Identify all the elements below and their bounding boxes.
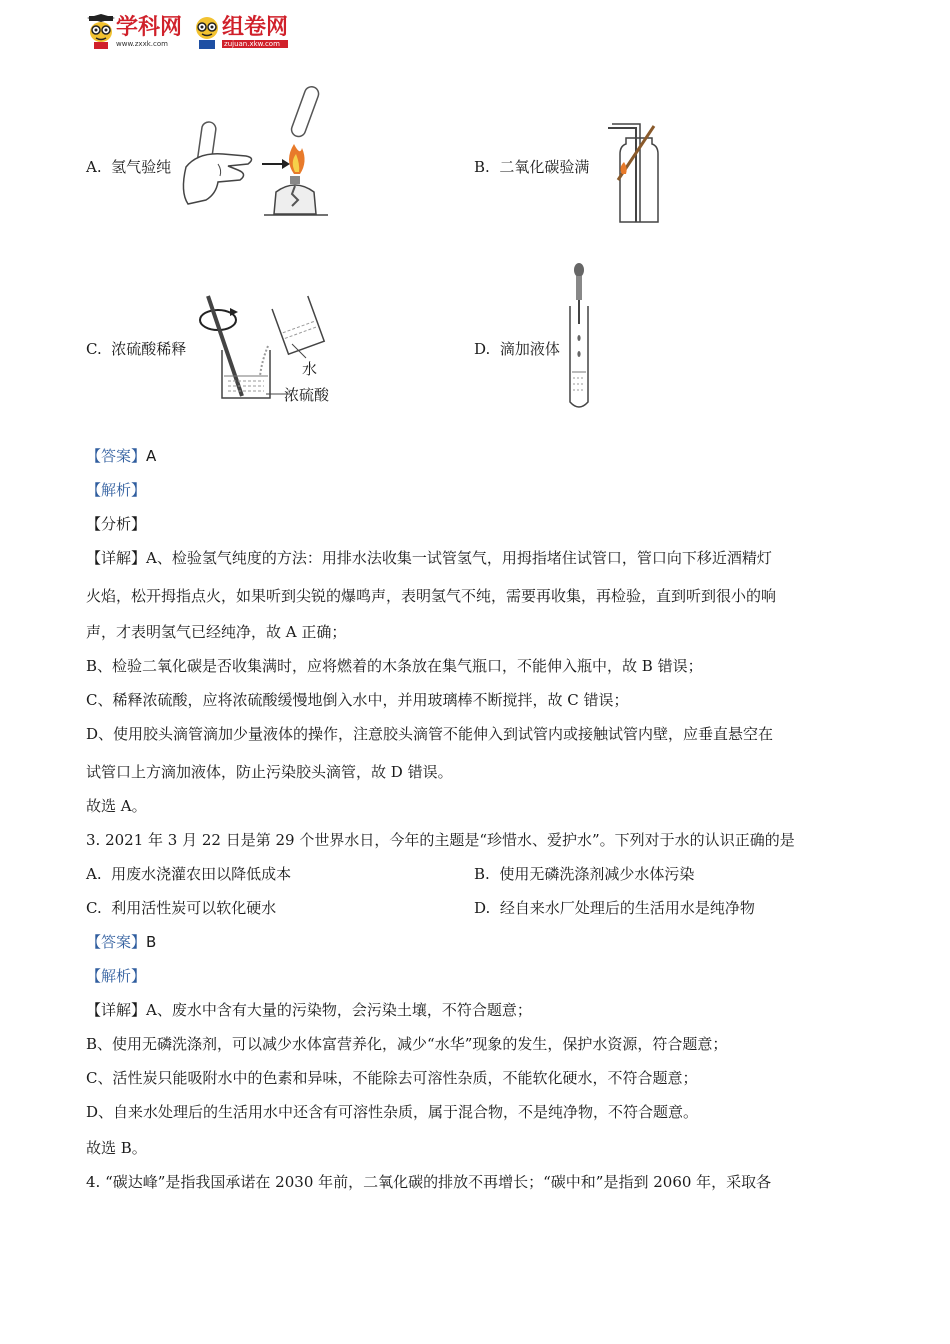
q2-detail-line-1: 【详解】A、检验氢气纯度的方法：用排水法收集一试管氢气，用拇指堵住试管口，管口向下移近酒精灯 <box>86 549 772 567</box>
q2-option-c-text: 浓硫酸稀释 <box>111 340 187 358</box>
q3-answer: 【答案】B <box>86 933 157 951</box>
q3-detail-line-3: C、活性炭只能吸附水中的色素和异味，不能除去可溶性杂质，不能软化硬水，不符合题意； <box>86 1069 698 1087</box>
q2-option-d: D. 滴加液体 <box>474 340 560 358</box>
figure-co2-collection-check <box>608 120 668 224</box>
logo-xuekewang <box>86 14 182 50</box>
q3-detail-line-4: D、自来水处理后的生活用水中还含有可溶性杂质，属于混合物，不是纯净物，不符合题意。 <box>86 1103 699 1121</box>
fig-label-water: 水 <box>302 360 318 378</box>
q3-option-d: D. 经自来水厂处理后的生活用水是纯净物 <box>474 899 755 917</box>
q2-answer: 【答案】A <box>86 447 157 465</box>
q2-analysis-tag: 【解析】 <box>86 481 147 499</box>
q3-detail-line-1: 【详解】A、废水中含有大量的污染物，会污染土壤，不符合题意； <box>86 1001 532 1019</box>
q3-option-b: B. 使用无磷洗涤剂减少水体污染 <box>474 865 695 883</box>
q2-conclusion: 故选 A。 <box>86 797 147 815</box>
q2-detail-line-7: 试管口上方滴加液体，防止污染胶头滴管，故 D 错误。 <box>86 763 453 781</box>
q2-detail-line-3: 声，才表明氢气已经纯净，故 A 正确； <box>86 623 347 641</box>
q2-option-c: C. 浓硫酸稀释 <box>86 340 187 358</box>
q3-option-a: A. 用废水浇灌农田以降低成本 <box>86 865 292 883</box>
q2-detail-line-6: D、使用胶头滴管滴加少量液体的操作，注意胶头滴管不能伸入到试管内或接触试管内壁，应垂直悬空在 <box>86 725 774 743</box>
q3-conclusion: 故选 B。 <box>86 1139 147 1157</box>
mascot-icon <box>192 14 222 50</box>
q2-option-b-text: 二氧化碳验满 <box>499 158 590 176</box>
q2-option-d-text: 滴加液体 <box>499 340 560 358</box>
q4-stem: 4. “碳达峰”是指我国承诺在 2030 年前，二氧化碳的排放不再增长；“碳中和”是指到 2060 年，采取各 <box>86 1173 772 1191</box>
q2-option-a-text: 氢气验纯 <box>111 158 172 176</box>
q2-detail-line-5: C、稀释浓硫酸，应将浓硫酸缓慢地倒入水中，并用玻璃棒不断搅拌，故 C 错误； <box>86 691 629 709</box>
q3-analysis-tag: 【解析】 <box>86 967 147 985</box>
q2-detail-line-2: 火焰，松开拇指点火，如果听到尖锐的爆鸣声，表明氢气不纯，需要再收集，再检验，直到听到很小的响 <box>86 587 777 605</box>
q2-detail-line-4: B、检验二氧化碳是否收集满时，应将燃着的木条放在集气瓶口，不能伸入瓶中，故 B 错误； <box>86 657 703 675</box>
logo1-name: 学科网 <box>116 14 183 40</box>
mascot-icon <box>86 14 116 50</box>
q2-option-a: A. 氢气验纯 <box>86 158 172 176</box>
fig-label-acid: 浓硫酸 <box>284 386 330 404</box>
q2-option-b: B. 二氧化碳验满 <box>474 158 590 176</box>
figure-dropper <box>562 262 596 412</box>
q3-option-c: C. 利用活性炭可以软化硬水 <box>86 899 277 917</box>
q3-detail-line-2: B、使用无磷洗涤剂，可以减少水体富营养化，减少“水华”现象的发生，保护水资源，符合题意； <box>86 1035 728 1053</box>
header-logos <box>86 12 298 52</box>
logo2-url: zujuan.xkw.com <box>222 40 288 48</box>
logo-zujuanwang <box>192 14 288 50</box>
logo1-url: www.zxxk.com <box>116 39 168 48</box>
q3-stem: 3. 2021 年 3 月 22 日是第 29 个世界水日，今年的主题是“珍惜水、爱护水”。下列对于水的认识正确的是 <box>86 831 795 849</box>
q2-fenxi-tag: 【分析】 <box>86 515 147 533</box>
logo2-name: 组卷网 <box>222 14 289 40</box>
figure-hydrogen-purity-test <box>178 82 338 222</box>
